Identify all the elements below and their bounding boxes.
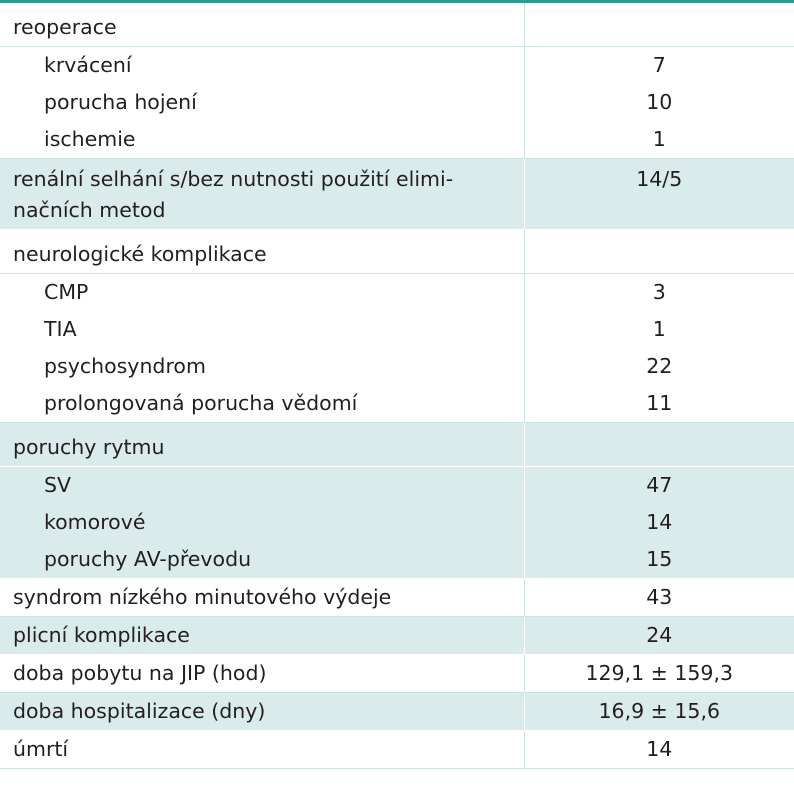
row-label: prolongovaná porucha vědomí [0,385,524,423]
row-label: komorové [0,504,524,541]
table-row [0,423,794,467]
group-poruchy-rytmu [0,423,794,579]
table-row [0,159,794,230]
row-value: 14/5 [524,159,794,230]
row-label: doba pobytu na JIP (hod) [0,655,524,693]
group-renalni [0,159,794,230]
row-value: 47 [524,467,794,505]
table-row [0,84,794,121]
table-row [0,47,794,85]
row-value [524,230,794,274]
row-label: poruchy rytmu [0,423,524,467]
table-row [0,3,794,47]
table-row [0,385,794,423]
group-nizky-vydej [0,579,794,617]
group-umrti [0,731,794,769]
row-label: úmrtí [0,731,524,769]
row-value: 16,9 ± 15,6 [524,693,794,731]
row-label: krvácení [0,47,524,85]
row-label: plicní komplikace [0,617,524,655]
group-jip [0,655,794,693]
table-row [0,655,794,693]
row-value: 14 [524,731,794,769]
row-label: psychosyndrom [0,348,524,385]
row-label-line1: renální selhání s/bez nutnosti použití elimi- [13,167,454,191]
table-row [0,467,794,505]
row-label: syndrom nízkého minutového výdeje [0,579,524,617]
row-value: 10 [524,84,794,121]
row-label: ischemie [0,121,524,159]
table-row [0,579,794,617]
row-label: poruchy AV-převodu [0,541,524,579]
group-hospitalizace [0,693,794,731]
row-value: 3 [524,274,794,312]
row-label: neurologické komplikace [0,230,524,274]
row-label: reoperace [0,3,524,47]
table-row [0,274,794,312]
row-label: doba hospitalizace (dny) [0,693,524,731]
table-row [0,311,794,348]
row-label [0,159,524,230]
row-value: 129,1 ± 159,3 [524,655,794,693]
table-row [0,121,794,159]
group-plicni [0,617,794,655]
table-row [0,731,794,769]
row-value: 15 [524,541,794,579]
row-label-line2: načních metod [13,198,166,222]
row-label: CMP [0,274,524,312]
row-value: 14 [524,504,794,541]
row-value: 1 [524,311,794,348]
row-value: 1 [524,121,794,159]
row-label: TIA [0,311,524,348]
row-label: porucha hojení [0,84,524,121]
row-value [524,3,794,47]
row-value [524,423,794,467]
row-label: SV [0,467,524,505]
group-neuro [0,230,794,423]
table-row [0,541,794,579]
row-value: 22 [524,348,794,385]
table-row [0,504,794,541]
table-row [0,230,794,274]
group-reoperace [0,3,794,159]
row-value: 24 [524,617,794,655]
row-value: 11 [524,385,794,423]
row-value: 7 [524,47,794,85]
table-row [0,348,794,385]
table-row [0,693,794,731]
complications-table [0,3,794,769]
row-value: 43 [524,579,794,617]
table-row [0,617,794,655]
